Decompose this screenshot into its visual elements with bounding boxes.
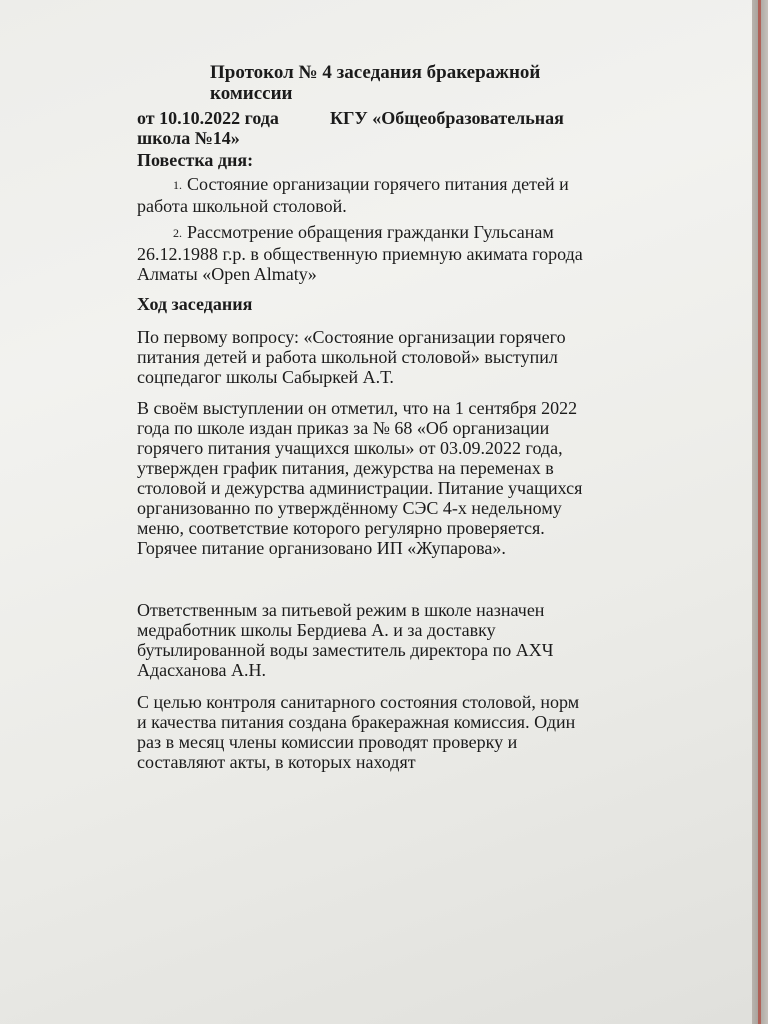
proceedings-heading: Ход заседания <box>137 294 253 314</box>
document-date: от 10.10.2022 года <box>137 108 279 128</box>
agenda-heading: Повестка дня: <box>137 150 254 170</box>
folder-edge <box>752 0 768 1024</box>
paragraph: По первому вопросу: «Состояние организации горячего питания детей и работа школьной столовой» выступил соцпедагог школы Сабыркей А.Т. <box>137 327 566 387</box>
paragraph: В своём выступлении он отметил, что на 1 сентября 2022 года по школе издан приказ за № 68 «Об организации горячего питания учащихся школы» от 03.09.2022 года, утвержден график питания, дежурства на переменах в столовой и дежурства администрации. Питание учащихся организованно по утверждённому СЭС 4-х недельному меню, соответствие которого регулярно проверяется. Горячее питание организовано ИП «Жупарова». <box>137 398 583 558</box>
agenda-item-number: 1. <box>173 178 182 192</box>
school-name-tail: школа №14» <box>137 128 240 148</box>
document-title: Протокол № 4 заседания бракеражной комиссии <box>210 62 541 104</box>
agenda-item-text: Состояние организации горячего питания детей и работа школьной столовой. <box>137 174 569 216</box>
agenda-item <box>137 222 587 284</box>
agenda-item <box>137 174 587 216</box>
document-date-block <box>137 108 327 148</box>
paragraph: С целью контроля санитарного состояния столовой, норм и качества питания создана бракеражная комиссия. Один раз в месяц члены комиссии проводят проверку и составляют акты, в которых находят <box>137 692 580 772</box>
organization-name: КГУ «Общеобразовательная <box>330 108 564 128</box>
agenda-item-text: Рассмотрение обращения гражданки Гульсанам 26.12.1988 г.р. в общественную приемную акимата города Алматы «Open Almaty» <box>137 222 583 284</box>
paragraph: Ответственным за питьевой режим в школе назначен медработник школы Бердиева А. и за доставку бутылированной воды заместитель директора по АХЧ Адасханова А.Н. <box>137 600 554 680</box>
agenda-item-number: 2. <box>173 226 182 240</box>
